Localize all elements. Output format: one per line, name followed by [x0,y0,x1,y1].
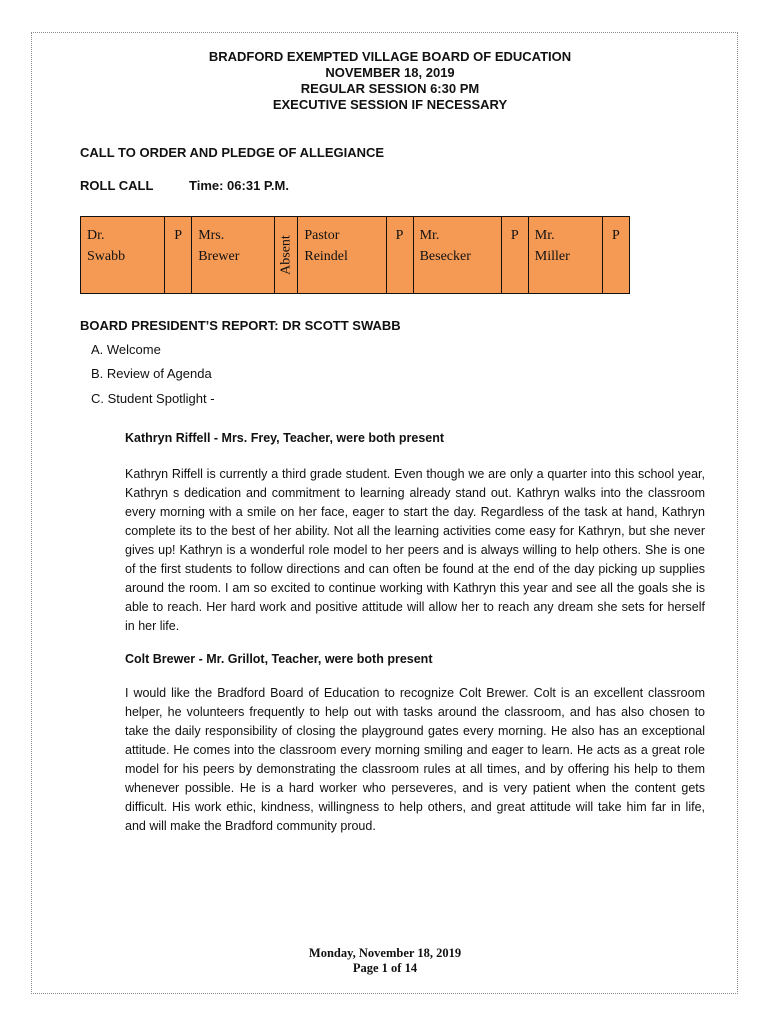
roll-call-table [80,216,630,294]
member-name-cell [81,217,165,294]
member-name: Brewer [198,249,240,264]
footer-date: Monday, November 18, 2019 [308,946,462,960]
member-title: Pastor [304,228,340,243]
header-executive-session: EXECUTIVE SESSION IF NECESSARY [272,97,508,112]
member-status-cell: P [602,217,629,294]
page-footer [0,946,770,976]
member-status-cell: P [165,217,192,294]
member-name-cell [413,217,501,294]
member-name: Swabb [87,249,126,264]
member-name-cell [298,217,386,294]
agenda-item-student-spotlight: C. Student Spotlight - [91,391,215,406]
header-title: BRADFORD EXEMPTED VILLAGE BOARD OF EDUCATION [208,49,572,64]
roll-call-label: ROLL CALL [80,178,154,193]
member-name: Reindel [304,249,348,264]
member-title: Mr. [419,228,440,243]
absent-status: Absent [278,235,294,275]
spotlight-text-kathryn: Kathryn Riffell is currently a third grade student. Even though we are only a quarter into this school year, Kathryn s dedication and commitment to learning already stand out. Kathryn walks into the classroom every morning with a smile on her face, eager to start the day. Regardless of the task at hand, Kathryn complete its to the best of her ability. Not all the learning activities come easy for Kathryn, but she never gives up! Kathryn is a wonderful role model to her peers and is always willing to help others. She is one of the first students to follow directions and can often be found at the end of the day picking up supplies around the room. I am so excited to continue working with Kathryn this year and see all the goals she is able to reach. Her hard work and positive attitude will allow her to reach any dream she sets for herself in her life. [125,467,705,633]
president-report-heading: BOARD PRESIDENT’S REPORT: DR SCOTT SWABB [80,318,401,333]
agenda-item-review: B. Review of Agenda [91,366,212,381]
header-session: REGULAR SESSION 6:30 PM [300,81,480,96]
member-name: Besecker [419,249,471,264]
spotlight-heading-colt: Colt Brewer - Mr. Grillot, Teacher, were both present [125,652,433,666]
member-status-cell: P [501,217,528,294]
spotlight-heading-kathryn: Kathryn Riffell - Mrs. Frey, Teacher, were both present [125,431,445,445]
table-row [81,217,630,294]
call-to-order-heading: CALL TO ORDER AND PLEDGE OF ALLEGIANCE [80,145,385,160]
member-name: Miller [534,249,570,264]
document-header [80,49,700,113]
agenda-item-welcome: A. Welcome [91,342,161,357]
member-title: Mr. [534,228,555,243]
header-date: NOVEMBER 18, 2019 [325,65,455,80]
member-title: Dr. [87,228,105,243]
spotlight-text-colt: I would like the Bradford Board of Education to recognize Colt Brewer. Colt is an excellent classroom helper, he volunteers frequently to help out with tasks around the classroom, and has also chosen to take the daily responsibility of closing the playground gates every morning. He also has an exceptional attitude. He comes into the classroom every morning smiling and eager to learn. He acts as a great role model for his peers by demonstrating the classroom rules at all times, and by offering his help to them whenever possible. He is a hard worker who perseveres, and is very patient when the content gets difficult. His work ethic, kindness, willingness to help others, and great attitude will take him far in life, and will make the Bradford community proud. [125,686,705,833]
member-status-cell: P [386,217,413,294]
member-title: Mrs. [198,228,225,243]
member-status-cell [275,217,298,294]
member-name-cell [528,217,602,294]
footer-page-number: Page 1 of 14 [352,961,418,975]
member-name-cell [192,217,275,294]
roll-call-time: Time: 06:31 P.M. [189,178,289,193]
